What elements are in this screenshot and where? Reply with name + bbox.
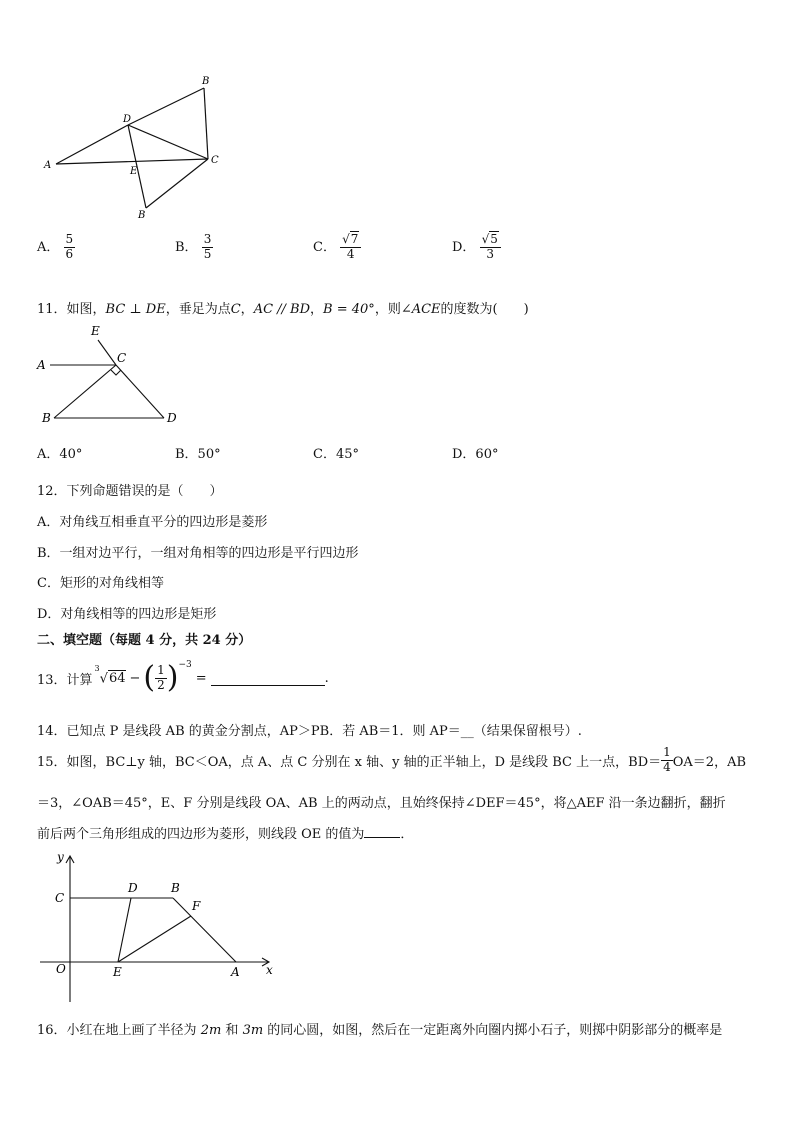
q13-stem bbox=[37, 658, 329, 698]
fraction-denominator: 6 bbox=[65, 246, 74, 261]
q12-option-d: D．对角线相等的四边形是矩形 bbox=[37, 607, 217, 622]
q12-stem: 12．下列命题错误的是（ ） bbox=[37, 484, 223, 499]
q10-label-C: C bbox=[211, 155, 219, 166]
section-title: 二、填空题（每题 4 分，共 24 分） bbox=[37, 633, 252, 648]
q10-option-d-fraction bbox=[480, 233, 501, 262]
q15-text: 前后两个三角形组成的四边形为菱形，则线段 OE 的值为 bbox=[37, 827, 365, 842]
q10-option-a-letter: A． bbox=[37, 239, 60, 255]
minus-sign: − bbox=[129, 670, 141, 686]
segment-BC-top bbox=[204, 88, 208, 159]
cube-root: $^3$√64 bbox=[94, 663, 126, 687]
q15-text: ． bbox=[400, 827, 414, 842]
q10-option-b bbox=[175, 233, 213, 262]
q11-option-a: A．40° bbox=[37, 447, 83, 462]
q10-label-B-top: B bbox=[202, 76, 210, 87]
fraction-numerator: 1 bbox=[663, 745, 671, 759]
q16-stem bbox=[37, 1019, 722, 1038]
q15-label-y: y bbox=[57, 850, 64, 864]
answer-blank[interactable] bbox=[364, 825, 400, 838]
q11-text: ， bbox=[240, 302, 254, 317]
q10-option-c bbox=[313, 233, 361, 262]
answer-blank[interactable] bbox=[211, 671, 325, 686]
q13-fraction bbox=[155, 664, 167, 693]
q11-stem bbox=[37, 298, 529, 317]
q16-radius-1: 2m bbox=[200, 1023, 222, 1038]
q11-label-D: D bbox=[167, 411, 177, 425]
q10-option-d-letter: D． bbox=[452, 239, 476, 255]
segment-AD bbox=[56, 125, 128, 164]
q15-label-C: C bbox=[55, 891, 65, 905]
fraction-denominator: 2 bbox=[157, 677, 165, 692]
fraction-numerator: √5 bbox=[480, 233, 501, 248]
segment-DC bbox=[128, 125, 208, 159]
exponent: −3 bbox=[178, 660, 192, 670]
q11-text: 11．如图， bbox=[37, 302, 106, 317]
equals-sign: = bbox=[195, 670, 207, 686]
q11-option-d: D．60° bbox=[452, 447, 499, 462]
q11-expr-angle-b: B = 40° bbox=[323, 302, 375, 317]
fraction-numerator: 3 bbox=[203, 232, 212, 246]
right-paren: ) bbox=[166, 660, 179, 695]
q11-label-A: A bbox=[37, 358, 46, 372]
q15-label-D: D bbox=[128, 881, 138, 895]
q14-stem: 14．已知点 P 是线段 AB 的黄金分割点，AP＞PB．若 AB＝1．则 AP＝__（结果保留根号）. bbox=[37, 724, 582, 739]
q11-option-b: B．50° bbox=[175, 447, 221, 462]
q12-option-b: B．一组对边平行，一组对角相等的四边形是平行四边形 bbox=[37, 546, 359, 561]
q13-prefix: 13．计算 bbox=[37, 672, 93, 688]
q10-option-b-fraction bbox=[202, 233, 214, 262]
q10-option-c-fraction bbox=[340, 233, 361, 262]
q16-text: 和 bbox=[221, 1023, 243, 1038]
q15-label-F: F bbox=[192, 899, 201, 913]
fraction-numerator: 1 bbox=[157, 662, 165, 677]
segment-BA bbox=[173, 898, 236, 962]
segment-EC bbox=[98, 340, 116, 365]
q11-figure bbox=[30, 320, 190, 430]
q15-line-3 bbox=[37, 823, 413, 842]
q13-end: . bbox=[324, 670, 329, 686]
segment-DE bbox=[118, 898, 131, 962]
q10-option-d bbox=[452, 233, 501, 262]
q15-label-B: B bbox=[171, 881, 180, 895]
q15-label-E: E bbox=[113, 965, 122, 979]
segment-BC bbox=[54, 365, 116, 418]
q11-option-c: C．45° bbox=[313, 447, 359, 462]
q10-label-D: D bbox=[123, 114, 132, 125]
q12-option-c: C．矩形的对角线相等 bbox=[37, 576, 164, 591]
q15-fraction bbox=[661, 746, 673, 775]
segment-EF bbox=[118, 916, 191, 962]
q16-text: 的同心圆，如图，然后在一定距离外向圈内掷小石子，则掷中阴影部分的概率是 bbox=[263, 1023, 723, 1038]
q12-option-a: A．对角线互相垂直平分的四边形是菱形 bbox=[37, 515, 268, 530]
fraction-denominator: 5 bbox=[203, 246, 212, 261]
q15-coordinate-figure bbox=[40, 845, 290, 1005]
q11-label-E: E bbox=[91, 324, 100, 338]
q11-expr-parallel: AC // BD bbox=[253, 302, 311, 317]
q10-option-a bbox=[37, 233, 75, 262]
segment-AC bbox=[56, 159, 208, 164]
q11-text: ，垂足为点 bbox=[165, 302, 231, 317]
q15-line-2: ＝3，∠OAB＝45°，E、F 分别是线段 OA、AB 上的两动点，且始终保持∠DEF＝45°，将△AEF 沿一条边翻折，翻折 bbox=[37, 796, 726, 811]
q10-option-b-letter: B． bbox=[175, 239, 198, 255]
segment-DB-top bbox=[128, 88, 204, 125]
fraction-denominator: 4 bbox=[346, 246, 355, 261]
q11-text: ， bbox=[310, 302, 324, 317]
fraction-numerator: 5 bbox=[65, 232, 74, 246]
q10-label-B-bottom: B bbox=[138, 210, 146, 220]
q11-expr-angle-ace: ∠ACE bbox=[400, 302, 441, 317]
q15-text: 15．如图，BC⊥y 轴，BC＜OA，点 A、点 C 分别在 x 轴、y 轴的正半轴上，D 是线段 BC 上一点，BD＝ bbox=[37, 754, 662, 770]
q11-expr-perpendicular: BC ⊥ DE bbox=[105, 302, 166, 317]
q15-label-x: x bbox=[266, 963, 273, 977]
segment-CB-bottom bbox=[146, 159, 208, 208]
q16-text: 16．小红在地上画了半径为 bbox=[37, 1023, 201, 1038]
q11-label-B: B bbox=[42, 411, 51, 425]
segment-CD bbox=[116, 365, 164, 418]
fraction-denominator: 3 bbox=[486, 246, 495, 261]
q11-text: ，则 bbox=[374, 302, 401, 317]
q11-label-C: C bbox=[117, 351, 127, 365]
q15-label-A: A bbox=[231, 965, 240, 979]
q11-point-c: C bbox=[230, 302, 241, 317]
q10-label-E: E bbox=[130, 166, 138, 177]
sqrt-radicand: 7 bbox=[350, 232, 359, 246]
q10-option-c-letter: C． bbox=[313, 239, 336, 255]
q15-text: OA＝2，AB bbox=[672, 754, 747, 770]
root-radicand: 64 bbox=[108, 671, 126, 687]
sqrt-radicand: 5 bbox=[490, 232, 498, 246]
q15-label-O: O bbox=[56, 962, 66, 976]
q15-line-1 bbox=[37, 746, 746, 775]
q11-text: 的度数为( ) bbox=[440, 302, 529, 317]
left-paren: ( bbox=[143, 660, 156, 695]
q16-radius-2: 3m bbox=[242, 1023, 264, 1038]
right-angle-mark bbox=[111, 370, 121, 375]
q10-triangle-figure bbox=[30, 70, 230, 220]
fraction-denominator: 4 bbox=[663, 759, 671, 774]
q10-label-A: A bbox=[44, 160, 52, 171]
fraction-numerator: √7 bbox=[340, 233, 361, 248]
q10-option-a-fraction bbox=[64, 233, 76, 262]
root-index: 3 bbox=[94, 663, 100, 673]
